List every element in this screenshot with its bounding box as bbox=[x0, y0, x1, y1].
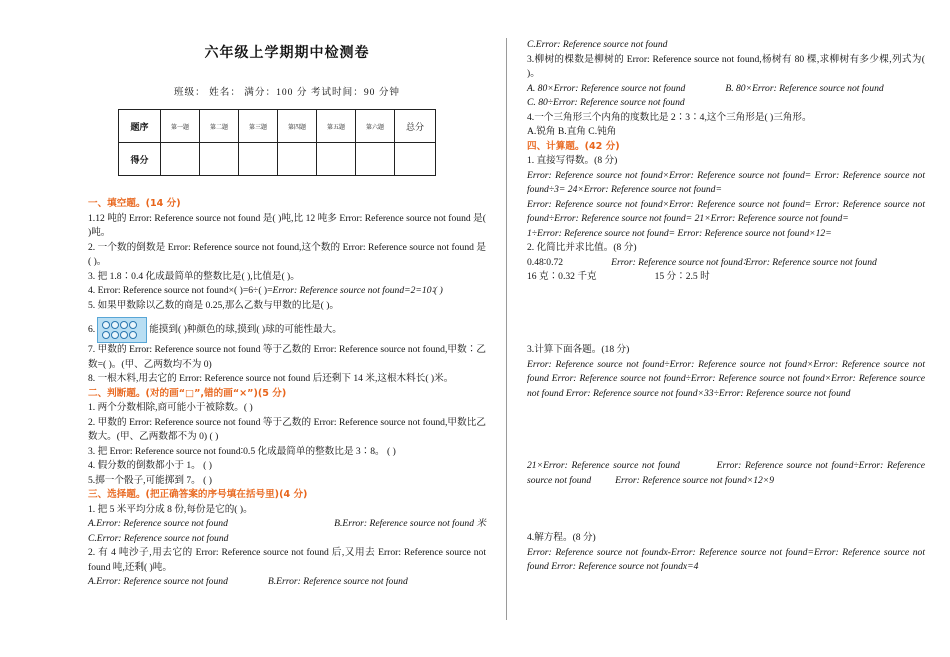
row-head-score: 得分 bbox=[119, 143, 161, 176]
calc-line: 1÷Error: Reference source not found= Error: Reference source not found×12= bbox=[527, 227, 832, 239]
section-equation bbox=[527, 531, 925, 575]
score-cell bbox=[317, 143, 356, 176]
section-fill bbox=[88, 197, 486, 590]
section-heading: 一、填空题。(14 分) bbox=[88, 198, 181, 209]
question: 1. 直接写得数。(8 分) bbox=[527, 155, 618, 166]
question: 2. 一个数的倒数是 Error: Reference source not found,这个数的 Error: Reference source not found 是( )。 bbox=[88, 241, 486, 267]
section-heading: 四、计算题。(42 分) bbox=[527, 140, 620, 152]
col-2: 第二题 bbox=[200, 110, 239, 143]
question: 4. Error: Reference source not found×( )=6÷( )=Error: Reference source not found=2=10∶( ) bbox=[88, 285, 443, 296]
score-table bbox=[118, 109, 436, 176]
ball-box-image bbox=[97, 317, 147, 343]
options: A.锐角 B.直角 C.钝角 bbox=[527, 126, 617, 137]
question: 1. 把 5 米平均分成 8 份,每份是它的( )。 bbox=[88, 503, 253, 515]
calc-line: Error: Reference source not found×Error: Reference source not found= Error: Reference source not found÷Error: Reference source not found= 21×Error: Reference source not found= bbox=[527, 198, 925, 224]
col-5: 第五题 bbox=[317, 110, 356, 143]
col-1: 第一题 bbox=[161, 110, 200, 143]
score-cell bbox=[278, 143, 317, 176]
question: 5.掷一个骰子,可能掷到 7。 ( ) bbox=[88, 474, 212, 486]
score-table-row bbox=[119, 110, 436, 143]
question: 3. 把 1.8∶0.4 化成最简单的整数比是( ),比值是( )。 bbox=[88, 270, 300, 282]
question: 6. 能摸到( )种颜色的球,摸到( )球的可能性最大。 bbox=[88, 317, 486, 343]
section-heading: 三、选择题。(把正确答案的序号填在括号里)(4 分) bbox=[88, 489, 308, 500]
option: C. 80÷Error: Reference source not found bbox=[527, 97, 685, 108]
question: 2. 甲数的 Error: Reference source not found 等于乙数的 Error: Reference source not found,甲数比乙数大。(甲、乙两数都不为 0) ( ) bbox=[88, 416, 486, 442]
question: 3.计算下面各题。(18 分) bbox=[527, 344, 630, 355]
calc-line: Error: Reference source not found×Error: Reference source not found= Error: Reference source not found÷3= 24×Error: Reference source not found= bbox=[527, 169, 925, 195]
section-heading: 二、判断题。(对的画“□”,错的画“×”)(5 分) bbox=[88, 387, 287, 399]
question: 1.12 吨的 Error: Reference source not found 是( )吨,比 12 吨多 Error: Reference source not found 是( )吨。 bbox=[88, 212, 486, 238]
calc-line: 21×Error: Reference source not found Error: Reference source not found÷Error: Reference source not found Error: Reference source not found×12×9 bbox=[527, 460, 925, 486]
exam-title: 六年级上学期期中检测卷 bbox=[204, 45, 370, 61]
section-calc-3b bbox=[527, 459, 925, 488]
question: 4.一个三角形三个内角的度数比是 2∶3∶4,这个三角形是( )三角形。 bbox=[527, 111, 812, 123]
row-head-order: 题序 bbox=[119, 110, 161, 143]
calc-line: 0.48∶0.72 Error: Reference source not found∶Error: Reference source not found bbox=[527, 256, 877, 268]
options: A. 80×Error: Reference source not found B. 80×Error: Reference source not found bbox=[527, 82, 884, 94]
question: 1. 两个分数相除,商可能小于被除数。( ) bbox=[88, 402, 253, 413]
question: 7. 甲数的 Error: Reference source not found 等于乙数的 Error: Reference source not found,甲数∶乙数=( )。(甲、乙两数均不为 0) bbox=[88, 344, 486, 370]
question: 3.柳树的棵数是柳树的 Error: Reference source not found,杨树有 80 棵,求柳树有多少棵,列式为( )。 bbox=[527, 53, 925, 79]
col-4: 第四题 bbox=[278, 110, 317, 143]
options: A.Error: Reference source not found B.Error: Reference source not found 米 bbox=[88, 518, 486, 529]
calc-line: Error: Reference source not foundx-Error: Reference source not found=Error: Reference source not found Error: Reference source not foundx=4 bbox=[527, 546, 925, 572]
column-divider bbox=[506, 38, 507, 620]
question: 8. 一根木料,用去它的 Error: Reference source not found 后还剩下 14 米,这根木料长( )米。 bbox=[88, 373, 454, 384]
score-table-row bbox=[119, 143, 436, 176]
option: C.Error: Reference source not found bbox=[527, 39, 668, 50]
question: 3. 把 Error: Reference source not found∶0.5 化成最简单的整数比是 3∶8。 ( ) bbox=[88, 445, 396, 457]
col-3: 第三题 bbox=[239, 110, 278, 143]
calc-line: Error: Reference source not found÷Error: Reference source not found×Error: Reference source not found Error: Reference source not found÷Error: Reference source not found×Error: Reference source not found Error: Reference source not found×33÷Error: Reference source not found bbox=[527, 358, 925, 399]
col-6: 第六题 bbox=[356, 110, 395, 143]
calc-line: 16 克∶0.32 千克 15 分∶2.5 时 bbox=[527, 271, 710, 282]
score-cell bbox=[395, 143, 436, 176]
question: 2. 有 4 吨沙子,用去它的 Error: Reference source not found 后,又用去 Error: Reference source not found 吨,还剩( )吨。 bbox=[88, 547, 486, 573]
score-cell bbox=[356, 143, 395, 176]
options: A.Error: Reference source not found B.Error: Reference source not found bbox=[88, 576, 408, 587]
question: 5. 如果甲数除以乙数的商是 0.25,那么乙数与甲数的比是( )。 bbox=[88, 299, 340, 311]
question: 4. 假分数的倒数都小于 1。 ( ) bbox=[88, 460, 212, 471]
question: 2. 化简比并求比值。(8 分) bbox=[527, 242, 637, 253]
section-choice-cont bbox=[527, 38, 925, 285]
score-cell bbox=[200, 143, 239, 176]
score-cell bbox=[239, 143, 278, 176]
score-cell bbox=[161, 143, 200, 176]
option: C.Error: Reference source not found bbox=[88, 532, 229, 544]
question: 4.解方程。(8 分) bbox=[527, 532, 596, 543]
section-calc-3 bbox=[527, 343, 925, 401]
exam-info: 班级： 姓名： 满分：100 分 考试时间：90 分钟 bbox=[173, 87, 401, 98]
col-total: 总分 bbox=[395, 110, 436, 143]
